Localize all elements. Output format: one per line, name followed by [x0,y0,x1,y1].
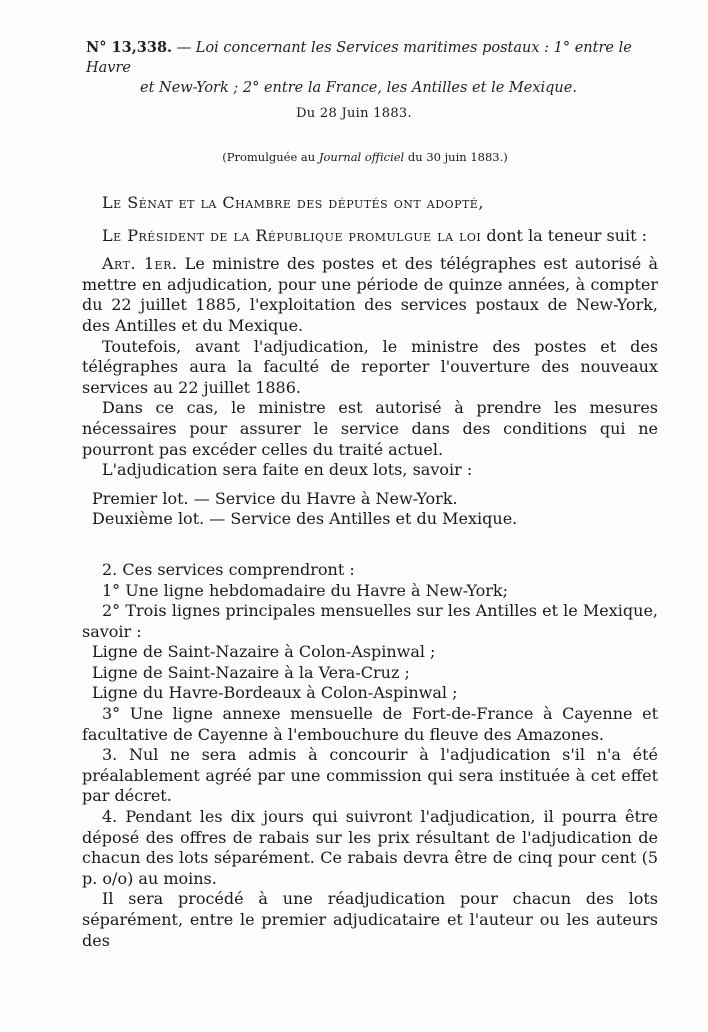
paragraph-dans-ce-cas: Dans ce cas, le ministre est autorisé à prendre les mesures nécessaires pour assurer le service dans des conditions qui ne pourront pas excéder celles du traité actuel. [82,398,658,459]
law-date: Du 28 Juin 1883. [296,106,412,121]
ligne-3: Ligne du Havre-Bordeaux à Colon-Aspinwal ; [92,683,458,703]
paragraph-adjudication: L'adjudication sera faite en deux lots, savoir : [102,460,473,480]
law-body [82,193,658,951]
president-paragraph [82,226,658,247]
article-3: 3. Nul ne sera admis à concourir à l'adjudication s'il n'a été préalablement agréé par une commission qui sera instituée à cet effet par décret. [82,745,658,806]
article-1 [82,254,658,336]
law-title-line2: et New-York ; 2° entre la France, les Antilles et le Mexique. [140,80,577,96]
president-rest: dont la teneur suit : [481,225,648,245]
president-smallcaps: Le Président de la République promulgue la loi [102,225,482,245]
promulgation-prefix: (Promulguée au [222,150,319,164]
ligne-2: Ligne de Saint-Nazaire à la Vera-Cruz ; [92,662,410,682]
paragraph-toutefois: Toutefois, avant l'adjudication, le ministre des postes et des télégraphes aura la faculté de reporter l'ouverture des nouveaux services au 22 juillet 1886. [82,336,658,397]
paragraph-readjudication: Il sera procédé à une réadjudication pour chacun des lots séparément, entre le premier adjudicataire et l'auteur ou les auteurs des [82,889,658,950]
promulgation-suffix: du 30 juin 1883.) [404,150,508,164]
article-4: 4. Pendant les dix jours qui suivront l'adjudication, il pourra être déposé des offres de rabais sur les prix résultant de l'adjudication de chacun des lots séparément. Ce rabais devra être de cinq pour cent (5 p. o/o) au moins. [82,807,658,888]
journal-name: Journal officiel [318,150,405,164]
article-2-item-3: 3° Une ligne annexe mensuelle de Fort-de-France à Cayenne et facultative de Cayenne à l'embouchure du fleuve des Amazones. [82,704,658,744]
article-2: 2. Ces services comprendront : [102,559,355,579]
law-number: N° 13,338. [86,39,173,56]
law-title-line1: — Loi concernant les Services maritimes postaux : 1° entre le Havre [86,40,632,76]
ligne-1: Ligne de Saint-Nazaire à Colon-Aspinwal ; [92,642,436,662]
article-2-item-1: 1° Une ligne hebdomadaire du Havre à New-York; [102,580,508,600]
promulgation-note [0,150,708,164]
article-1-label: Art. 1er. [102,254,178,274]
article-2-item-2: 2° Trois lignes principales mensuelles sur les Antilles et le Mexique, savoir : [82,601,658,641]
lot-2: Deuxième lot. — Service des Antilles et du Mexique. [92,509,518,529]
lot-1: Premier lot. — Service du Havre à New-York. [92,488,458,508]
article-1-text: Le ministre des postes et des télégraphes est autorisé à mettre en adjudication, pour une période de quinze années, à compter du 22 juillet 1885, l'exploitation des services postaux de New-York, des Antilles et du Mexique. [82,254,658,335]
senat-paragraph: Le Sénat et la Chambre des députés ont adopté, [102,193,484,212]
law-title [86,38,676,98]
